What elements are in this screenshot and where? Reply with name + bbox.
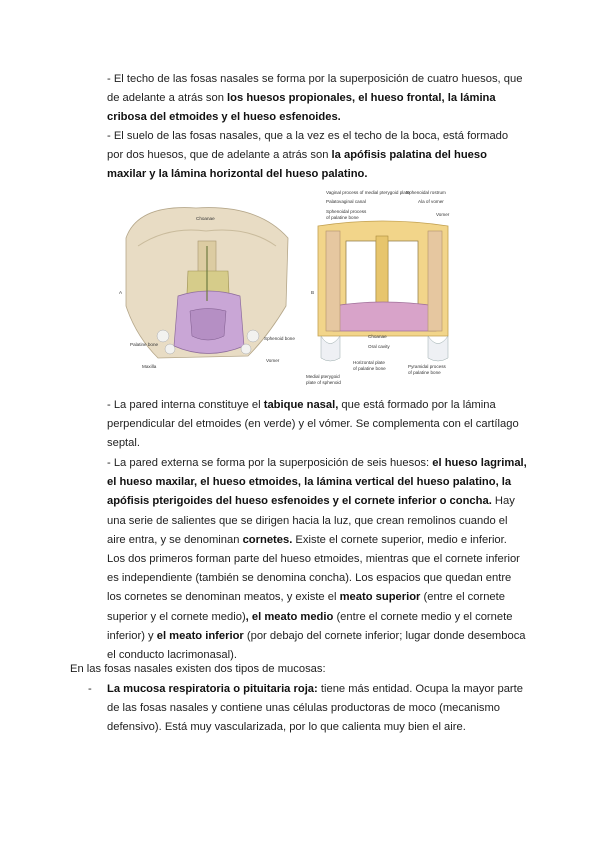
label-sphenoidal-process: Sphenoidal process <box>326 209 367 214</box>
paragraph-externa <box>107 454 527 665</box>
label-of-palatine-bone: of palatine bone <box>326 215 359 220</box>
bold-run: cornetes. <box>242 533 293 546</box>
paragraph-interna <box>107 396 527 454</box>
label-vomer-a: Vomer <box>266 358 280 363</box>
bullet-dash: - <box>88 683 92 695</box>
paragraph-mucosa-respiratoria <box>107 680 527 738</box>
paragraph-techo <box>107 70 527 128</box>
label-of-palatine-bone-3: of palatine bone <box>408 370 441 375</box>
text-run: - El suelo de las fosas nasales, que a la vez es el techo de la boca, está formado por dos huesos, que de adelante a atrás son <box>107 130 509 162</box>
text-run: - La pared externa se forma por la superposición de seis huesos: <box>107 457 433 469</box>
label-choanae-a: Choanae <box>196 216 215 221</box>
bold-run: la apófisis palatina del hueso maxilar y la lámina horizontal del hueso palatino. <box>107 149 487 181</box>
label-plate-of-sphenoid: plate of sphenoid <box>306 380 341 385</box>
label-vaginal-process: Vaginal process of medial pterygoid plate <box>326 190 410 195</box>
label-choanae-b: Choanae <box>368 334 387 339</box>
label-sphenoidal-rostrum: Sphenoidal rostrum <box>406 190 446 195</box>
bold-run: tabique nasal, <box>263 399 339 411</box>
bold-run: el meato inferior <box>156 629 244 642</box>
paragraph-suelo <box>107 127 527 185</box>
bold-run: meato superior <box>339 591 421 604</box>
bold-run: , el meato medio <box>245 610 334 623</box>
panel-a-letter: A <box>119 290 123 295</box>
panel-b-letter: B <box>311 290 315 295</box>
text-run: - La pared interna constituye el <box>107 399 264 411</box>
text-run: (entre el cornete medio y el cornete inferior) y <box>107 610 513 642</box>
bold-run: el hueso lagrimal, el hueso maxilar, el hueso etmoides, la lámina vertical del hueso palatino, la apófisis pterigoides del hueso esfenoides y el cornete inferior o concha. <box>107 457 527 508</box>
label-horizontal-plate: Horizontal plate <box>353 360 385 365</box>
paragraph-mucosas-intro: En las fosas nasales existen dos tipos de mucosas: <box>70 663 326 675</box>
label-oral-cavity: Oral cavity <box>368 344 390 349</box>
text-run: - El techo de las fosas nasales se forma por la superposición de cuatro huesos, que de adelante a atrás son <box>107 73 523 105</box>
bold-run: los huesos propionales, el hueso frontal, la lámina cribosa del etmoides y el hueso esfenoides. <box>107 92 496 124</box>
label-vomer-b: Vomer <box>436 212 450 217</box>
label-pyramidal-process: Pyramidal process <box>408 364 446 369</box>
text-run: tiene más entidad. Ocupa la mayor parte de las fosas nasales y contiene unas células productoras de moco (mecanismo defensivo). Está muy vascularizada, por lo que calienta muy bien el aire. <box>107 683 523 734</box>
text-run: (por debajo del cornete inferior; lugar donde desemboca el conducto lacrimonasal). <box>107 629 526 662</box>
label-palatine-bone: Palatine bone <box>130 342 159 347</box>
text-run: (entre el cornete superior y el cornete medio) <box>107 591 505 623</box>
nasal-cavity-illustration <box>118 186 458 386</box>
text-run: Existe el cornete superior, medio e inferior. Los dos primeros forman parte del hueso etmoides, mientras que el cornete inferior es independiente (también se denomina concha). Los espacios que quedan entre los cornetes se denominan meatos, y existe el <box>107 533 520 604</box>
label-sphenoid-bone: Sphenoid bone <box>264 336 295 341</box>
label-of-palatine-bone-2: of palatine bone <box>353 366 386 371</box>
label-ala-of-vomer: Ala of vomer <box>418 199 444 204</box>
label-palatovaginal-canal: Palatovaginal canal <box>326 199 366 204</box>
text-run: Hay una serie de salientes que se dirigen hacia la luz, que crean remolinos cuando el aire entra, y se denominan <box>107 495 515 546</box>
bold-run: La mucosa respiratoria o pituitaria roja: <box>107 683 318 695</box>
text-run: que está formado por la lámina perpendicular del etmoides (en verde) y el vómer. Se complementa con el cartílago septal. <box>107 399 519 450</box>
label-medial-pterygoid: Medial pterygoid <box>306 374 340 379</box>
anatomy-figure <box>118 186 458 386</box>
label-maxilla: Maxilla <box>142 364 157 369</box>
